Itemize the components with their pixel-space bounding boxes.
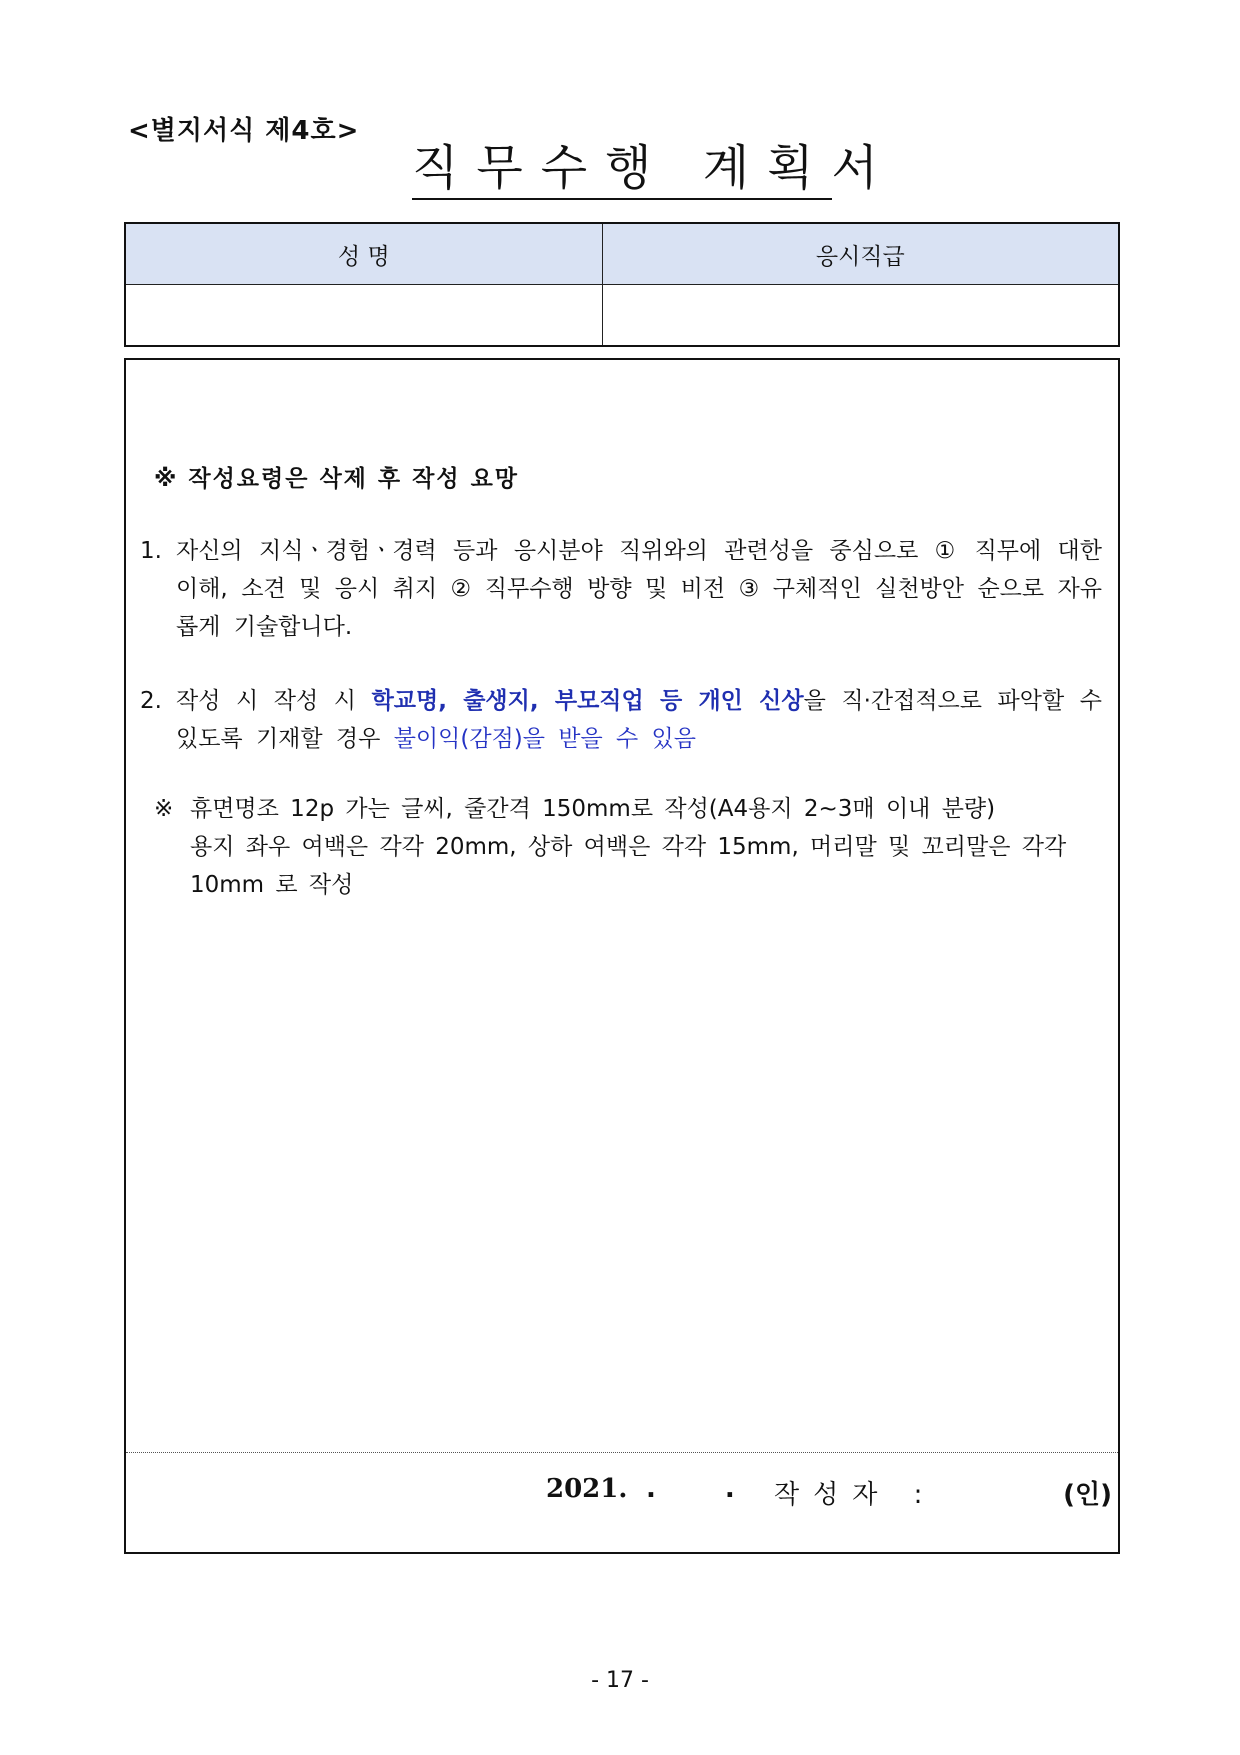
applicant-info-table (124, 222, 1120, 347)
guide-item-2 (140, 682, 1102, 758)
guide-item-text (176, 682, 1102, 758)
signature-divider (126, 1452, 1118, 1453)
signature-date-dots: . . (646, 1474, 765, 1504)
table-value-row (125, 285, 1119, 347)
penalty-warning: 불이익(감점)을 받을 수 있음 (393, 726, 696, 752)
plan-content-box[interactable] (124, 358, 1120, 1554)
document-title: 직무수행 계획서 (412, 140, 832, 200)
format-note-line-2: 용지 좌우 여백은 각각 20mm, 상하 여백은 각각 15mm, 머리말 및 꼬리말은 각각 10mm 로 작성 (190, 834, 1067, 898)
reference-mark: ※ (154, 796, 174, 822)
text-pre: 작성 시 작성 시 (176, 688, 372, 714)
text-mid: 을 직·간접적으로 파악할 수 있도록 기재할 경우 (176, 688, 1102, 752)
grade-header: 응시직급 (602, 223, 1119, 285)
signature-year: 2021. (546, 1474, 628, 1504)
format-note-line-1: 휴면명조 12p 가는 글씨, 줄간격 150mm로 작성(A4용지 2~3매 이내 분량) (190, 796, 996, 822)
guide-item-1 (140, 532, 1102, 646)
item-number: 1. (140, 538, 162, 564)
page-number: - 17 - (591, 1668, 649, 1693)
name-value-cell[interactable] (125, 285, 602, 347)
item-number: 2. (140, 688, 162, 714)
format-note (154, 790, 1104, 904)
guide-item-text: 자신의 지식ㆍ경험ㆍ경력 등과 응시분야 직위와의 관련성을 중심으로 ① 직무에 대한 이해, 소견 및 응시 취지 ② 직무수행 방향 및 비전 ③ 구체적인 실천방안 순으로 자유롭게 기술합니다. (176, 538, 1102, 640)
seal-mark: (인) (1063, 1480, 1112, 1510)
grade-value-cell[interactable] (602, 285, 1119, 347)
form-number-label: <별지서식 제4호> (128, 116, 360, 146)
personal-info-highlight: 학교명, 출생지, 부모직업 등 개인 신상 (371, 688, 804, 714)
table-header-row (125, 223, 1119, 285)
writer-label: 작성자 : (774, 1480, 937, 1510)
name-header: 성 명 (125, 223, 602, 285)
signature-row (126, 1468, 1118, 1524)
writing-guide-notice: ※ 작성요령은 삭제 후 작성 요망 (154, 466, 520, 492)
